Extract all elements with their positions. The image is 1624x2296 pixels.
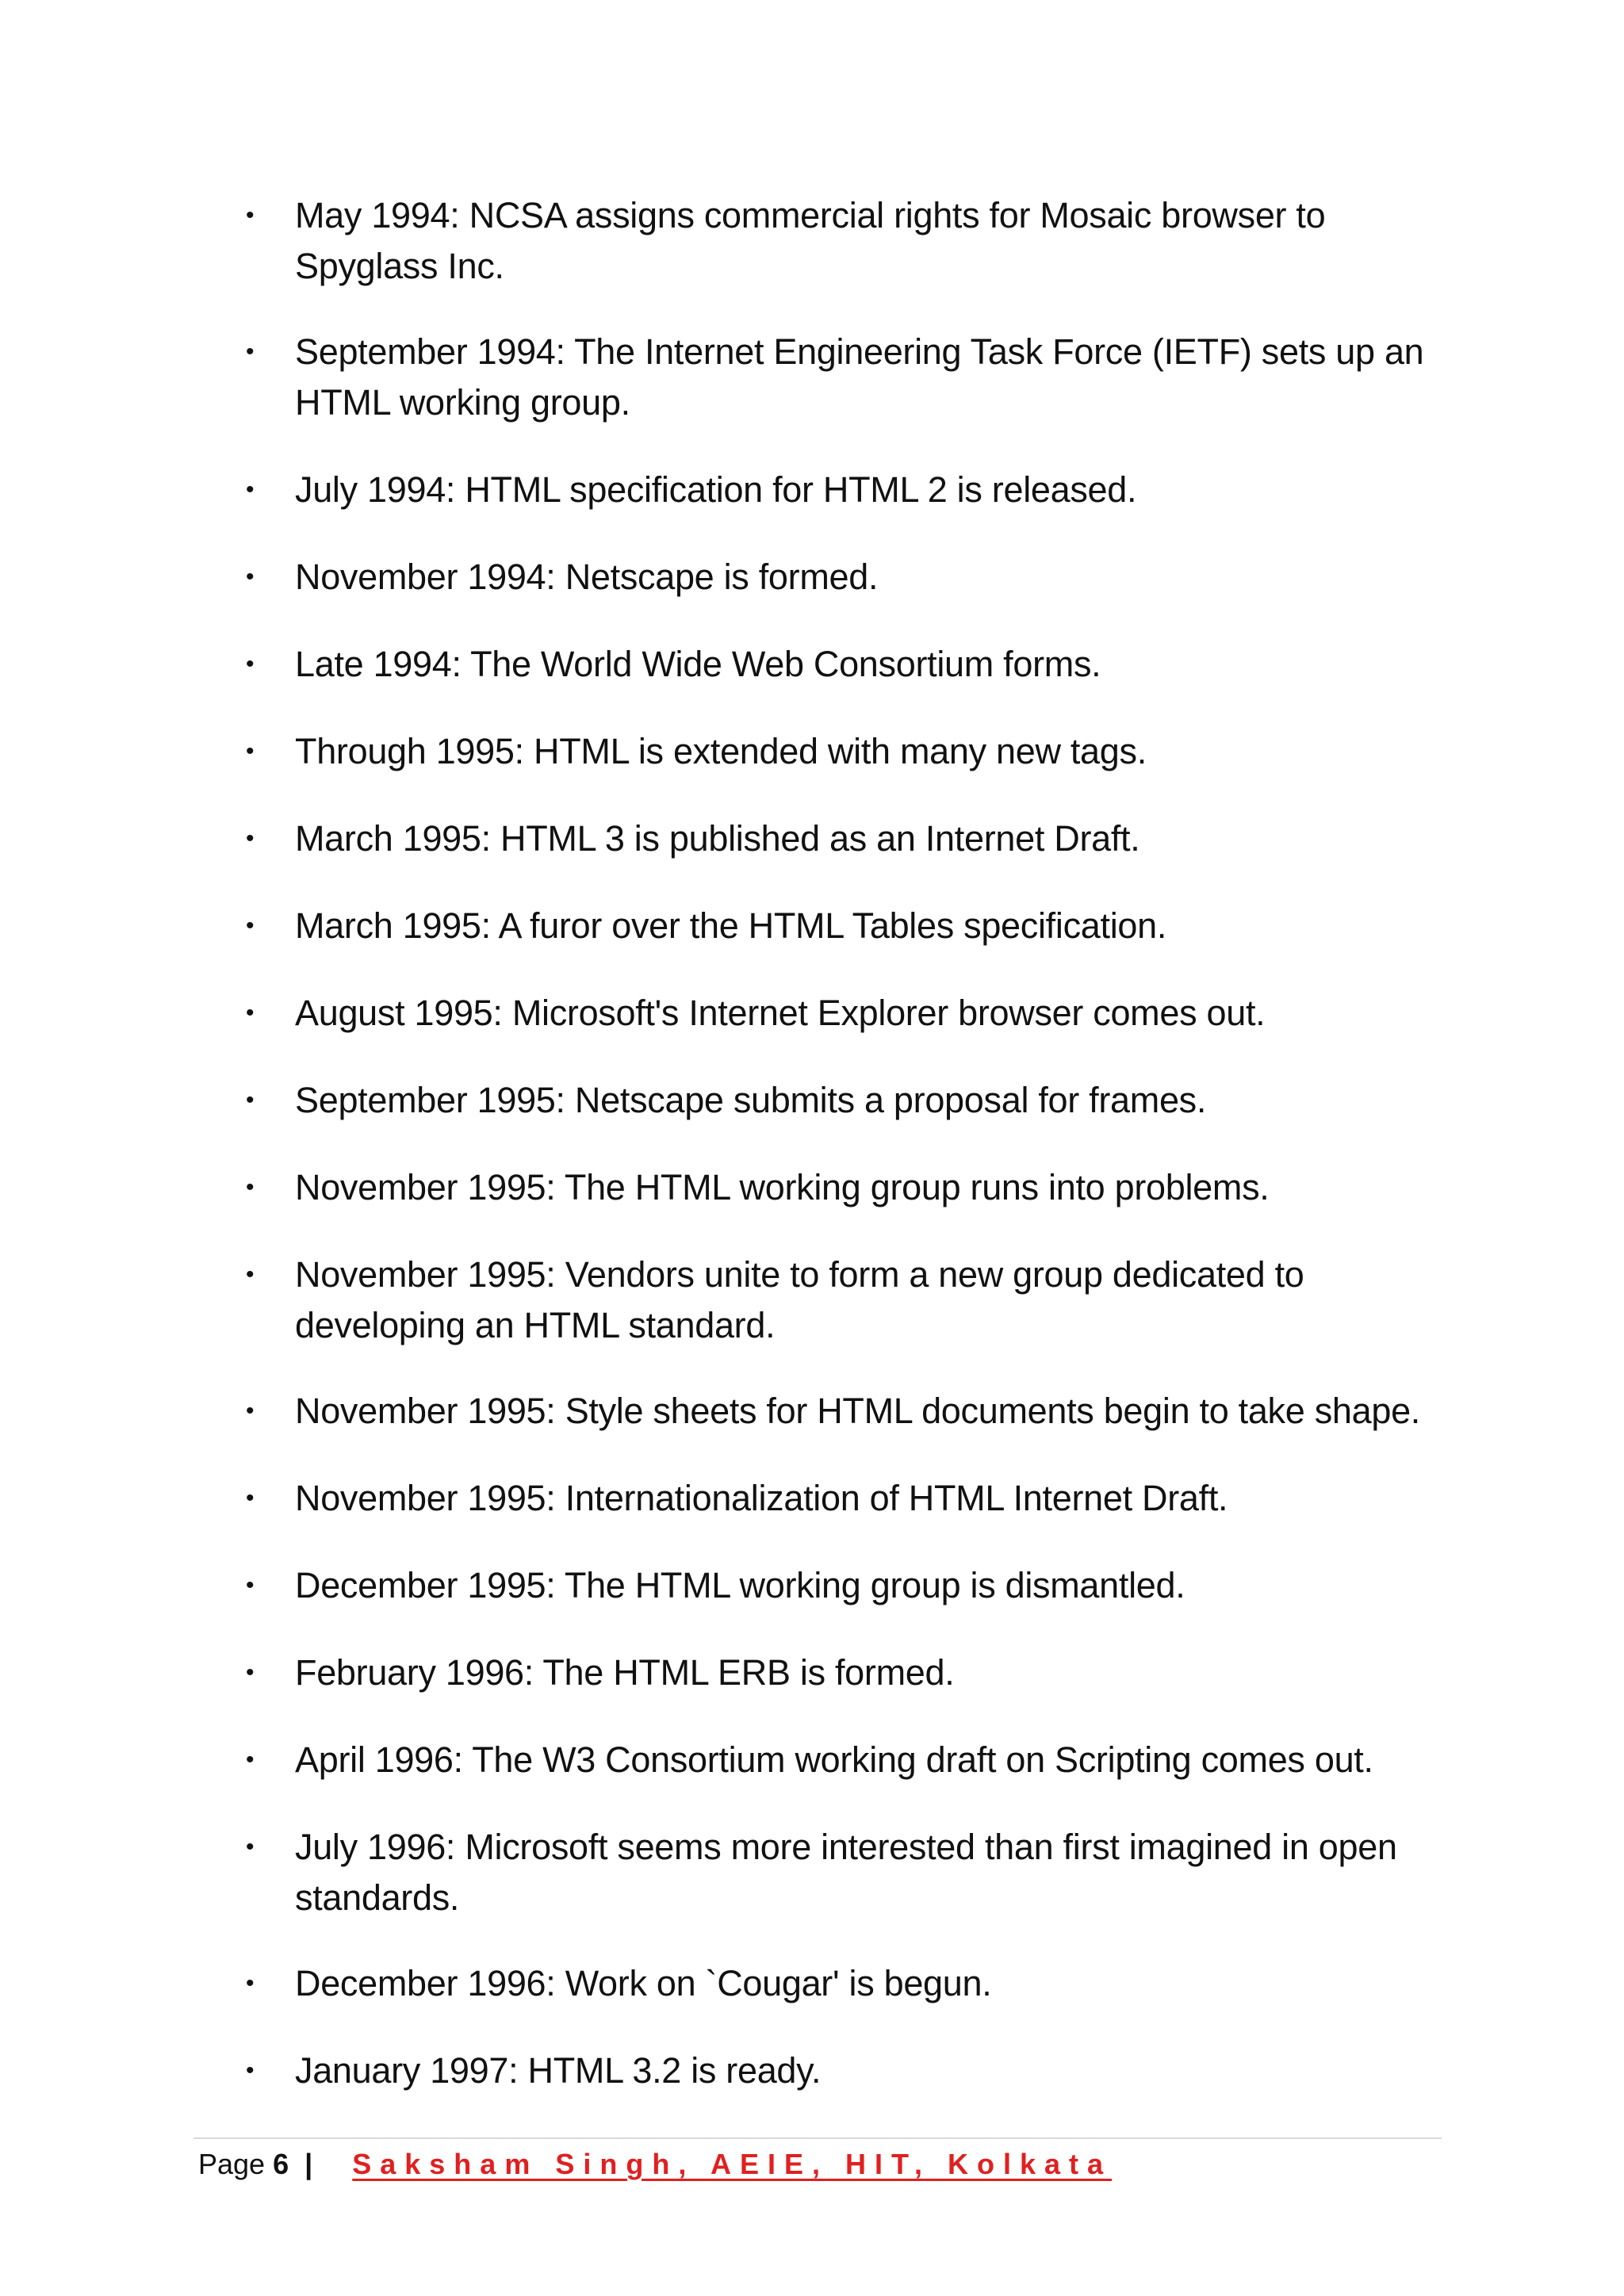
bullet-icon: • xyxy=(246,1970,255,1996)
timeline-item xyxy=(238,1386,1443,1437)
timeline-item xyxy=(238,190,1443,292)
footer-divider xyxy=(193,2137,1442,2139)
timeline-item-text: August 1995: Microsoft's Internet Explorer browser comes out. xyxy=(295,993,1266,1033)
timeline-item-text: December 1996: Work on `Cougar' is begun. xyxy=(295,1963,992,2003)
timeline-item xyxy=(238,639,1443,690)
page-number: 6 xyxy=(273,2148,289,2180)
timeline-item-text: December 1995: The HTML working group is dismantled. xyxy=(295,1565,1185,1605)
timeline-item xyxy=(238,1162,1443,1213)
timeline-item-text: March 1995: A furor over the HTML Tables specification. xyxy=(295,905,1167,946)
timeline-item xyxy=(238,1647,1443,1698)
timeline-item-text: January 1997: HTML 3.2 is ready. xyxy=(295,2050,822,2091)
timeline-item xyxy=(238,2045,1443,2096)
timeline-item xyxy=(238,327,1443,428)
timeline-item xyxy=(238,1735,1443,1785)
timeline-item-text: Through 1995: HTML is extended with many new tags. xyxy=(295,731,1147,771)
timeline-item-text: November 1995: Internationalization of HTML Internet Draft. xyxy=(295,1478,1228,1518)
timeline-item-text: November 1995: Vendors unite to form a new group dedicated to developing an HTML standard. xyxy=(295,1254,1304,1345)
timeline-item-text: July 1996: Microsoft seems more interested than first imagined in open standards. xyxy=(295,1827,1397,1918)
bullet-icon: • xyxy=(246,825,255,851)
timeline-item xyxy=(238,988,1443,1039)
timeline-item xyxy=(238,465,1443,515)
timeline-item xyxy=(238,1958,1443,2009)
timeline-item-text: February 1996: The HTML ERB is formed. xyxy=(295,1652,955,1693)
timeline-item xyxy=(238,813,1443,864)
html-history-timeline xyxy=(238,190,1443,2096)
timeline-item-text: Late 1994: The World Wide Web Consortium forms. xyxy=(295,644,1101,684)
bullet-icon: • xyxy=(246,1398,255,1424)
timeline-item-text: September 1995: Netscape submits a proposal for frames. xyxy=(295,1080,1207,1120)
timeline-item xyxy=(238,901,1443,951)
page-footer xyxy=(198,2144,1112,2185)
author-credit: Saksham Singh, AEIE, HIT, Kolkata xyxy=(352,2148,1113,2180)
bullet-icon: • xyxy=(246,1572,255,1598)
bullet-icon: • xyxy=(246,1659,255,1686)
timeline-item xyxy=(238,1249,1443,1351)
bullet-icon: • xyxy=(246,651,255,677)
bullet-icon: • xyxy=(246,1087,255,1113)
bullet-icon: • xyxy=(246,339,255,365)
bullet-icon: • xyxy=(246,202,255,228)
bullet-icon: • xyxy=(246,476,255,503)
timeline-item-text: September 1994: The Internet Engineering Task Force (IETF) sets up an HTML working group. xyxy=(295,331,1424,423)
bullet-icon: • xyxy=(246,913,255,939)
bullet-icon: • xyxy=(246,1485,255,1511)
timeline-item-text: May 1994: NCSA assigns commercial rights for Mosaic browser to Spyglass Inc. xyxy=(295,195,1326,286)
bullet-icon: • xyxy=(246,1261,255,1288)
timeline-item xyxy=(238,1560,1443,1611)
timeline-item xyxy=(238,726,1443,777)
timeline-item xyxy=(238,1473,1443,1524)
timeline-item-text: November 1995: The HTML working group runs into problems. xyxy=(295,1167,1270,1207)
footer-separator: | xyxy=(304,2148,313,2180)
page-label: Page xyxy=(198,2148,266,2180)
bullet-icon: • xyxy=(246,1834,255,1860)
timeline-item-text: April 1996: The W3 Consortium working draft on Scripting comes out. xyxy=(295,1739,1373,1780)
timeline-item-text: November 1994: Netscape is formed. xyxy=(295,557,879,597)
timeline-item xyxy=(238,552,1443,603)
timeline-item-text: July 1994: HTML specification for HTML 2 is released. xyxy=(295,469,1137,510)
timeline-item xyxy=(238,1075,1443,1126)
bullet-icon: • xyxy=(246,1000,255,1026)
bullet-icon: • xyxy=(246,2057,255,2084)
bullet-icon: • xyxy=(246,1174,255,1200)
bullet-icon: • xyxy=(246,738,255,764)
bullet-icon: • xyxy=(246,564,255,590)
bullet-icon: • xyxy=(246,1747,255,1773)
timeline-item-text: November 1995: Style sheets for HTML documents begin to take shape. xyxy=(295,1391,1420,1431)
timeline-item xyxy=(238,1822,1443,1923)
timeline-item-text: March 1995: HTML 3 is published as an Internet Draft. xyxy=(295,818,1140,859)
